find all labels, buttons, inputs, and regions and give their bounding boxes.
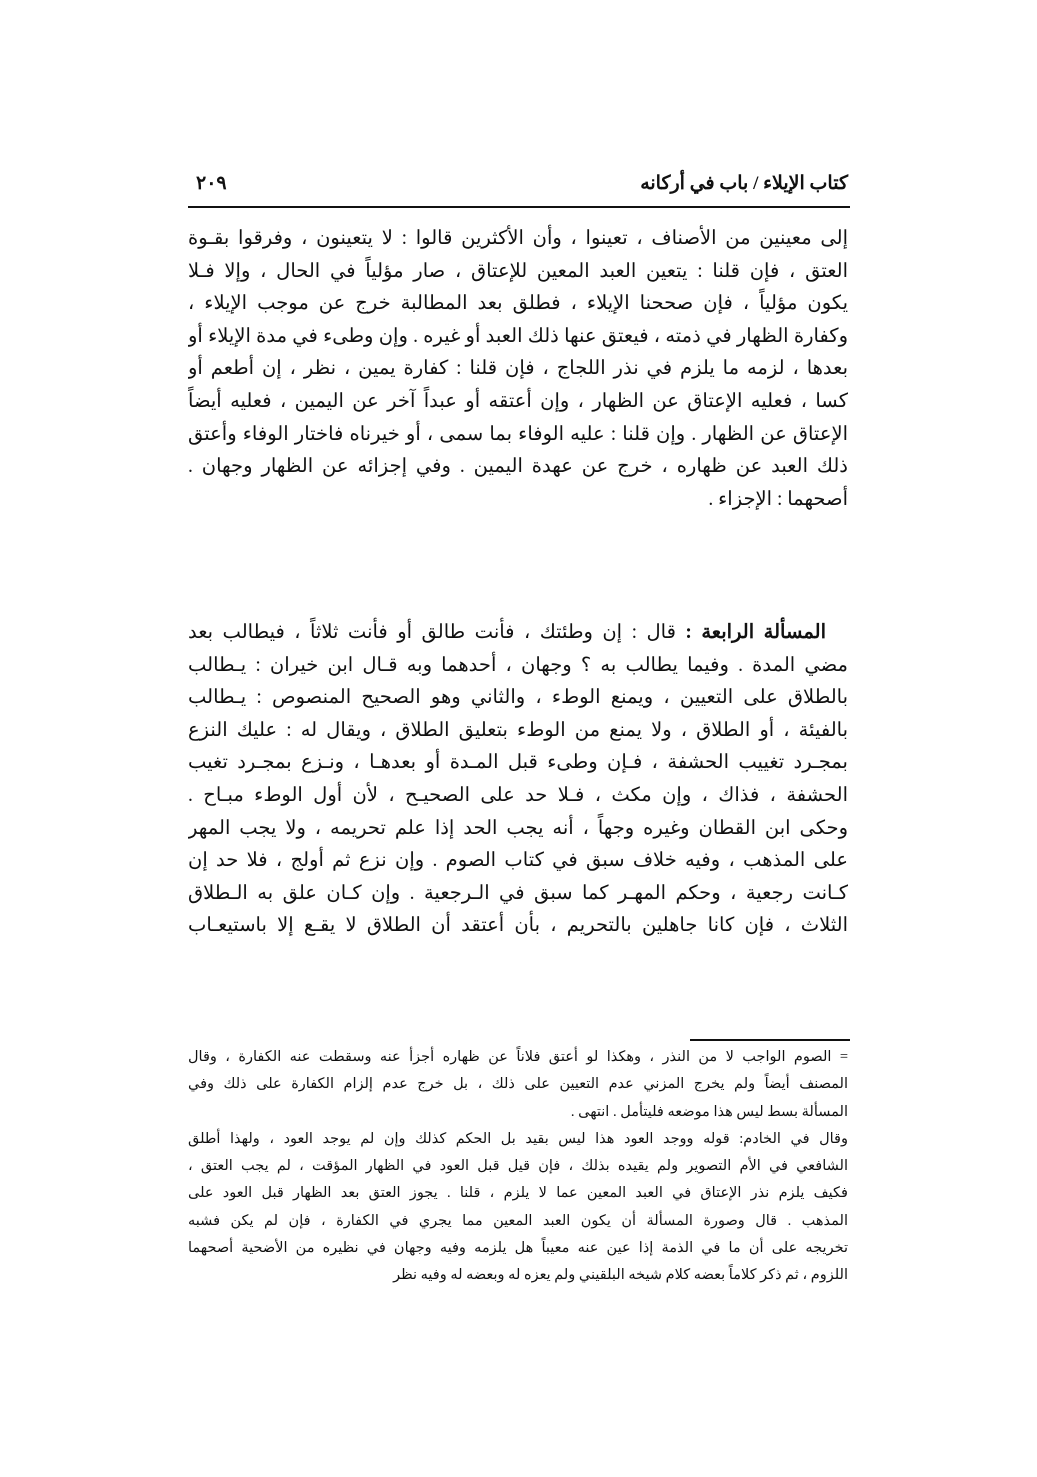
footnote-line: المصنف أيضاً ولم يخرج المزني عدم التعيين على ذلك ، بل خرج عدم إلزام الكفارة على ذلك وفي xyxy=(188,1076,848,1093)
text-line: بمجـرد تغييب الحشفة ، فـإن وطىء قبل المـدة أو بعدهـا ، ونـزع بمجـرد تغيب xyxy=(188,752,848,774)
section-heading: المسألة الرابعة : xyxy=(685,622,827,643)
text-line: كـانت رجعية ، وحكم المهـر كما سبق في الـرجعية . وإن كـان علق به الـطلاق xyxy=(188,882,848,904)
text-line: بعدها ، لزمه ما يلزم في نذر اللجاج ، فإن قلنا : كفارة يمين ، نظر ، إن أطعم أو xyxy=(188,358,848,380)
footnote-line: وقال في الخادم: قوله ووجد العود هذا ليس بقيد بل الحكم كذلك وإن لم يوجد العود ، ولهذا أطلق xyxy=(188,1130,848,1147)
footnote-line: المذهب . قال وصورة المسألة أن يكون العبد المعين مما يجري في الكفارة ، فإن لم يكن فشبه xyxy=(188,1212,848,1229)
footnote-line: تخريجه على أن ما في الذمة إذا عين عنه معيباً هل يلزمه وفيه وجهان في نظيره من الأضحية أصحهما xyxy=(188,1240,848,1257)
footnotes xyxy=(188,1044,848,1290)
text-line: كسا ، فعليه الإعتاق عن الظهار ، وإن أعتقه أو عبداً آخر عن اليمين ، فعليه أيضاً xyxy=(188,390,848,412)
footnote-line: الشافعي في الأم التصوير ولم يقيده بذلك ، فإن قيل قبل العود في الظهار المؤقت ، لم يجب العتق ، xyxy=(188,1158,848,1175)
text-line: العتق ، فإن قلنا : يتعين العبد المعين للإعتاق ، صار مؤلياً في الحال ، وإلا فـلا xyxy=(188,260,848,282)
text-line: الحشفة ، فذاك ، وإن مكث ، فـلا حد على الصحيـح ، لأن أول الوطء مبـاح . xyxy=(188,784,848,806)
running-title: كتاب الإيلاء / باب في أركانه xyxy=(640,173,848,194)
text-line: وحكى ابن القطان وغيره وجهاً ، أنه يجب الحد إذا علم تحريمه ، ولا يجب المهر xyxy=(188,817,848,839)
text-line: مضي المدة . وفيما يطالب به ؟ وجهان ، أحدهما وبه قـال ابن خيران : يـطالب xyxy=(188,654,848,676)
text-line: على المذهب ، وفيه خلاف سبق في كتاب الصوم . وإن نزع ثم أولج ، فلا حد إن xyxy=(188,850,848,872)
text-line: يكون مؤلياً ، فإن صححنا الإيلاء ، فطلق بعد المطالبة خرج عن موجب الإيلاء ، xyxy=(188,293,848,315)
page-number: ٢٠٩ xyxy=(196,173,227,194)
text-line: ذلك العبد عن ظهاره ، خرج عن عهدة اليمين . وفي إجزائه عن الظهار وجهان . xyxy=(188,456,848,478)
paragraph-2 xyxy=(188,617,848,943)
header-rule xyxy=(188,206,850,208)
footnote-line: اللزوم ، ثم ذكر كلاماً بعضه كلام شيخه البلقيني ولم يعزه له وبعضه له وفيه نظر xyxy=(393,1267,848,1284)
text-line-first xyxy=(188,617,848,650)
text-line: إلى معينين من الأصناف ، تعينوا ، وأن الأكثرين قالوا : لا يتعينون ، وفرقوا بقـوة xyxy=(188,228,848,249)
footnote-line: فكيف يلزم نذر الإعتاق في العبد المعين عما لا يلزم ، قلنا . يجوز العتق بعد الظهار قبل العود على xyxy=(188,1185,848,1202)
text-line: الثلاث ، فإن كانا جاهلين بالتحريم ، بأن أعتقد أن الطلاق لا يقـع إلا باستيعـاب xyxy=(188,915,848,937)
running-header xyxy=(188,168,848,204)
footnote-rule xyxy=(690,1039,850,1041)
text-line: قال : إن وطئتك ، فأنت طالق أو فأنت ثلاثاً ، فيطالب بعد xyxy=(188,622,676,643)
text-line: وكفارة الظهار في ذمته ، فيعتق عنها ذلك العبد أو غيره . وإن وطىء في مدة الإيلاء أو xyxy=(188,325,848,347)
text-line: بالطلاق على التعيين ، ويمنع الوطء ، والثاني وهو الصحيح المنصوص : يـطالب xyxy=(188,687,848,709)
text-line: الإعتاق عن الظهار . وإن قلنا : عليه الوفاء بما سمى ، أو خيرناه فاختار الوفاء وأعتق xyxy=(188,423,848,445)
text-line: بالفيئة ، أو الطلاق ، ولا يمنع من الوطء بتعليق الطلاق ، ويقال له : عليك النزع xyxy=(188,719,848,741)
footnote-line: = الصوم الواجب لا من النذر ، وهكذا لو أعتق فلاناً عن ظهاره أجزأ عنه وسقطت عنه الكفارة ، وقال xyxy=(188,1049,848,1065)
paragraph-1 xyxy=(188,223,848,516)
text-line: أصحهما : الإجزاء . xyxy=(708,488,848,510)
footnote-line: المسألة بسط ليس هذا موضعه فليتأمل . انتهى . xyxy=(570,1103,848,1120)
